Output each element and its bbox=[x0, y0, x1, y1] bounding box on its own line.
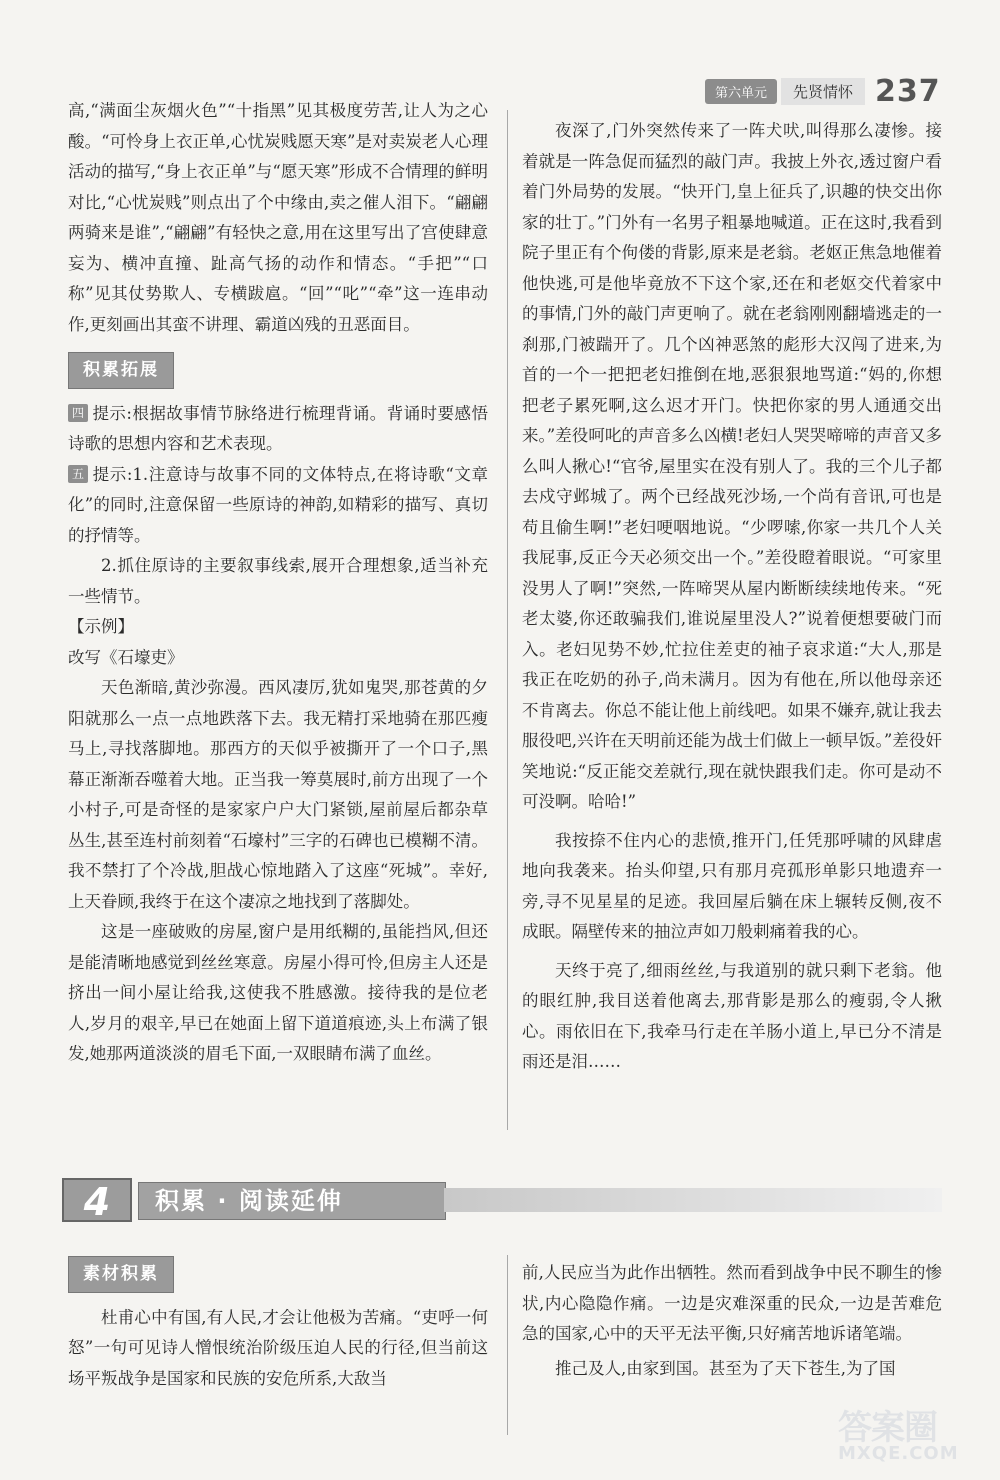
section-tag-accumulation: 积累拓展 bbox=[68, 352, 174, 389]
section-4-right-column bbox=[522, 1258, 942, 1384]
right-column bbox=[522, 116, 942, 1078]
material-paragraph-3: 推己及人,由家到国。甚至为了天下苍生,为了国 bbox=[555, 1358, 896, 1378]
watermark-logo bbox=[838, 1400, 988, 1470]
watermark-title: 答案圈 bbox=[838, 1408, 937, 1448]
material-paragraph-2: 前,人民应当为此作出牺牲。然而看到战争中民不聊生的惨状,内心隐隐作痛。一边是灾难深重的民众,一边是苦难危急的国家,心中的天平无法平衡,只好痛苦地诉诸笔端。 bbox=[522, 1263, 942, 1343]
page-header bbox=[705, 73, 941, 109]
section-title: 先贤情怀 bbox=[781, 78, 865, 105]
analysis-paragraph: 高,“满面尘灰烟火色”“十指黑”见其极度劳苦,让人为之心酸。“可怜身上衣正单,心忧炭贱愿天寒”是对卖炭老人心理活动的描写,“身上衣正单”与“愿天寒”形成不合情理的鲜明对比,“心忧炭贱”则点出了个中缘由,卖之催人泪下。“翩翩两骑来是谁”,“翩翩”有轻快之意,用在这里写出了宫使肆意妄为、横冲直撞、趾高气扬的动作和情态。“手把”“口称”见其仗势欺人、专横跋扈。“回”“叱”“牵”这一连串动作,更刻画出其蛮不讲理、霸道凶残的丑恶面目。 bbox=[68, 101, 488, 334]
question-5-text: 提示:1.注意诗与故事不同的文体特点,在将诗歌“文章化”的同时,注意保留一些原诗的神韵,如精彩的描写、真切的抒情等。 bbox=[68, 464, 488, 545]
banner-fade-bar bbox=[444, 1188, 942, 1212]
essay-paragraph-5: 天终于亮了,细雨丝丝,与我道别的就只剩下老翁。他的眼红肿,我目送着他离去,那背影是那么的瘦弱,令人揪心。雨依旧在下,我牵马行走在羊肠小道上,早已分不清是雨还是泪…… bbox=[522, 960, 942, 1071]
essay-title: 改写《石壕吏》 bbox=[68, 647, 184, 667]
essay-paragraph-1: 天色渐暗,黄沙弥漫。西风凄厉,犹如鬼哭,那苍黄的夕阳就那么一点一点地跌落下去。我无精打采地骑在那匹瘦马上,寻找落脚地。那西方的天似乎被撕开了一个口子,黑幕正渐渐吞噬着大地。正当我一筹莫展时,前方出现了一个小村子,可是奇怪的是家家户户大门紧锁,屋前屋后都杂草丛生,甚至连村前刻着“石壕村”三字的石碑也已模糊不清。我不禁打了个冷战,胆战心惊地踏入了这座“死城”。幸好,上天眷顾,我终于在这个凄凉之地找到了落脚处。 bbox=[68, 678, 488, 911]
essay-paragraph-4: 我按捺不住内心的悲愤,推开门,任凭那呼啸的风肆虐地向我袭来。抬头仰望,只有那月亮孤形单影只地遗弃一旁,寻不见星星的足迹。我回屋后躺在床上辗转反侧,夜不成眠。隔壁传来的抽泣声如刀般刺痛着我的心。 bbox=[522, 830, 942, 941]
question-5-hint bbox=[68, 460, 488, 552]
section-4-left-column bbox=[68, 1256, 488, 1394]
column-divider-2 bbox=[507, 1255, 508, 1435]
page-number: 237 bbox=[875, 73, 941, 109]
question-number-4: 四 bbox=[68, 404, 88, 422]
unit-chip: 第六单元 bbox=[705, 79, 777, 104]
section-4-number: 4 bbox=[62, 1178, 132, 1222]
essay-paragraph-3: 夜深了,门外突然传来了一阵犬吠,叫得那么凄惨。接着就是一阵急促而猛烈的敲门声。我披上外衣,透过窗户看着门外局势的发展。“快开门,皇上征兵了,识趣的快交出你家的壮丁。”门外有一名男子粗暴地喊道。正在这时,我看到院子里正有个佝偻的背影,原来是老翁。老妪正焦急地催着他快逃,可是他毕竟放不下这个家,还在和老妪交代着家中的事情,门外的敲门声更响了。就在老翁刚刚翻墙逃走的一刹那,门被踹开了。几个凶神恶煞的彪形大汉闯了进来,为首的一个一把把老妇推倒在地,恶狠狠地骂道:“妈的,你想把老子累死啊,这么迟才开门。快把你家的男人通通交出来。”差役呵叱的声音多么凶横!老妇人哭哭啼啼的声音又多么叫人揪心!“官爷,屋里实在没有别人了。我的三个儿子都去戍守邺城了。两个已经战死沙场,一个尚有音讯,可也是苟且偷生啊!”老妇哽咽地说。“少啰嗦,你家一共几个人关我屁事,反正今天必须交出一个。”差役瞪着眼说。“可家里没男人了啊!”突然,一阵啼哭从屋内断断续续地传来。“死老太婆,你还敢骗我们,谁说屋里没人?”说着便想要破门而入。老妇见势不妙,忙拉住差吏的袖子哀求道:“大人,那是我正在吃奶的孙子,尚未满月。因为有他在,所以他母亲还不肯离去。你总不能让他上前线吧。如果不嫌弃,就让我去服役吧,兴许在天明前还能为战士们做上一顿早饭。”差役奸笑地说:“反正能交差就行,现在就快跟我们走。你可是动不可没啊。哈哈!” bbox=[522, 121, 942, 811]
question-number-5: 五 bbox=[68, 465, 88, 483]
watermark-url: MXQE.COM bbox=[838, 1443, 959, 1464]
example-label: 【示例】 bbox=[68, 617, 134, 636]
column-divider bbox=[507, 110, 508, 1130]
section-4-banner bbox=[62, 1178, 942, 1222]
section-tag-material: 素材积累 bbox=[68, 1256, 174, 1293]
essay-paragraph-2: 这是一座破败的房屋,窗户是用纸糊的,虽能挡风,但还是能清晰地感觉到丝丝寒意。房屋小得可怜,但房主人还是挤出一间小屋让给我,这使我不胜感激。接待我的是位老人,岁月的艰辛,早已在她面上留下道道痕迹,头上布满了银发,她那两道淡淡的眉毛下面,一双眼睛布满了血丝。 bbox=[68, 922, 488, 1063]
left-column bbox=[68, 96, 488, 1070]
question-5-point-2: 2.抓住原诗的主要叙事线索,展开合理想象,适当补充一些情节。 bbox=[68, 556, 488, 606]
material-paragraph-1: 杜甫心中有国,有人民,才会让他极为苦痛。“吏呼一何怒”一句可见诗人憎恨统治阶级压迫人民的行径,但当前这场平叛战争是国家和民族的安危所系,大敌当 bbox=[68, 1307, 488, 1388]
question-4-hint bbox=[68, 399, 488, 460]
section-4-title: 积累 · 阅读延伸 bbox=[138, 1182, 446, 1220]
question-4-text: 提示:根据故事情节脉络进行梳理背诵。背诵时要感悟诗歌的思想内容和艺术表现。 bbox=[68, 403, 488, 453]
